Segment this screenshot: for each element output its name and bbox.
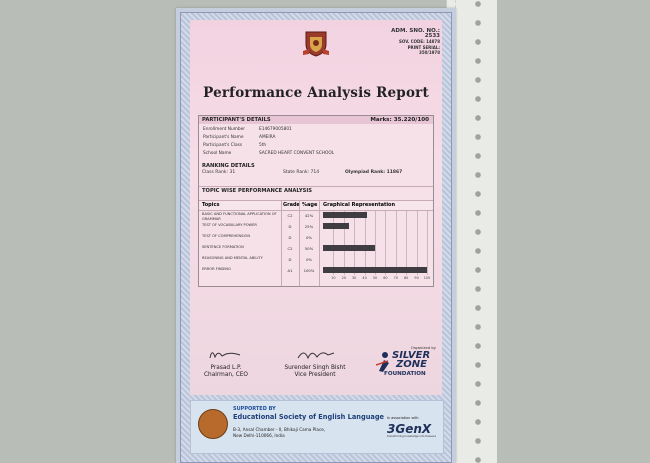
supported-by-band [190, 400, 444, 454]
chairman-signature [196, 346, 256, 379]
report-title: Performance Analysis Report [203, 85, 429, 101]
axis-tick-label: 10 [331, 276, 336, 280]
name-label: Participant's Name [203, 135, 244, 140]
assoc-label: In association with [387, 416, 419, 420]
performance-bar [323, 267, 427, 273]
grid-line [385, 211, 386, 275]
grid-line [365, 211, 366, 275]
organizer-line1: SILVER [392, 350, 431, 361]
class-value: 5th [259, 143, 267, 148]
chairman-title: Chairman, CEO [204, 372, 248, 378]
school-value: SACRED HEART CONVENT SCHOOL [259, 151, 335, 156]
grid-line [375, 211, 376, 275]
axis-tick-label: 90 [414, 276, 419, 280]
topic-grade: A1 [287, 268, 293, 273]
axis-tick-label: 40 [362, 276, 367, 280]
participant-header-band [199, 116, 433, 124]
topic-percentage: 0% [305, 257, 313, 262]
enrollment-label: Enrollment Number [203, 127, 245, 132]
brand-tagline: transforming knowledge into treasure [387, 435, 437, 438]
vp-name: Surender Singh Bisht [284, 365, 346, 371]
axis-tick-label: 20 [341, 276, 346, 280]
grid-line [427, 211, 428, 275]
topic-percentage: 50% [304, 246, 314, 251]
axis-tick-label: 30 [352, 276, 357, 280]
topic-grade: D [288, 235, 292, 240]
olympiad-rank: Olympiad Rank: 11867 [345, 170, 403, 175]
serial-numbers [386, 29, 440, 55]
axis-tick-label: 80 [404, 276, 409, 280]
topic-grade: D [288, 224, 292, 229]
topic-table-header [199, 200, 433, 211]
topic-percentage: 0% [305, 235, 313, 240]
vp-title: Vice President [294, 372, 336, 378]
support-addr2: New Delhi-110066, India [233, 433, 285, 438]
topic-header-band [199, 186, 433, 195]
participant-header: PARTICIPANT'S DETAILS [202, 117, 271, 123]
performance-bar [323, 223, 349, 229]
topic-grade: C2 [287, 246, 293, 251]
performance-bar [323, 245, 375, 251]
roll-number: ADM. SNO. NO.: 2533 [391, 28, 440, 40]
ranking-header: RANKING DETAILS [202, 163, 255, 169]
organizer-line3: FOUNDATION [384, 371, 426, 377]
signature-icon [290, 346, 340, 362]
supported-label: SUPPORTED BY [233, 406, 276, 412]
axis-tick-label: 50 [372, 276, 378, 280]
support-addr1: B-3, Ansal Chamber - II, Bhikaji Cama Place, [233, 427, 326, 432]
print-serial: PRINT SERIAL: 350/1978 [407, 44, 440, 55]
topic-name: TEST OF VOCABULARY POWER [202, 223, 257, 227]
state-rank: State Rank: 714 [283, 170, 320, 175]
topic-grade: C2 [287, 213, 293, 218]
paper-fold [455, 0, 486, 463]
chairman-name: Prasad L.P. [210, 365, 242, 371]
grid-line [417, 211, 418, 275]
topic-name: BASIC AND FUNCTIONAL APPLICATION OF GRAMMAR [202, 212, 277, 221]
marks: Marks: 35.220/100 [370, 117, 429, 123]
topic-percentage: 42% [304, 213, 314, 218]
col-pct: %age [302, 202, 318, 208]
grid-line [396, 211, 397, 275]
col-graph: Graphical Representation [323, 202, 396, 208]
topic-name: TEST OF COMPREHENSION [202, 234, 251, 238]
axis-tick-label: 70 [393, 276, 398, 280]
school-label: School Name [203, 151, 232, 156]
class-label: Participant's Class [203, 143, 243, 148]
topic-name: ERROR FINDING [202, 267, 231, 271]
enrollment-value: E14679005801 [259, 127, 292, 132]
support-org: Educational Society of English Language [233, 413, 385, 421]
topic-grade: D [288, 257, 292, 262]
axis-tick-label: 100 [423, 276, 431, 280]
name-value: AMEIRA [259, 135, 276, 140]
details-box [198, 115, 434, 287]
signature-icon [206, 346, 246, 362]
class-rank: Class Rank: 31 [202, 170, 236, 175]
silverzone-logo [376, 345, 436, 393]
col-grade: Grade [283, 202, 300, 208]
crest-logo-icon [303, 29, 329, 57]
topic-header: TOPIC WISE PERFORMANCE ANALYSIS [202, 188, 313, 194]
ranking-header-band [199, 162, 433, 170]
grid-line [354, 211, 355, 275]
topic-percentage: 100% [303, 268, 315, 273]
col-divider [319, 200, 320, 286]
grid-line [406, 211, 407, 275]
3genx-logo [387, 423, 437, 443]
esel-seal-icon [198, 409, 228, 439]
axis-tick-label: 60 [383, 276, 388, 280]
grid-line [333, 211, 334, 275]
topic-percentage: 25% [304, 224, 314, 229]
organizer-line2: ZONE [396, 359, 427, 370]
silverzone-figure-icon [376, 351, 392, 373]
certificate-sheet [176, 8, 456, 463]
grid-line [344, 211, 345, 275]
organizer-label: Organized by [410, 345, 436, 350]
performance-bar [323, 212, 367, 218]
topic-name: REASONING AND MENTAL ABILITY [202, 256, 263, 260]
report-panel [190, 20, 442, 395]
vp-signature [270, 346, 360, 379]
sov-code: SOV. CODE: 14878 [399, 39, 440, 45]
topic-name: SENTENCE FORMATION [202, 245, 244, 249]
col-topics: Topics [202, 202, 220, 208]
brand-name: 3GenX [387, 422, 432, 436]
